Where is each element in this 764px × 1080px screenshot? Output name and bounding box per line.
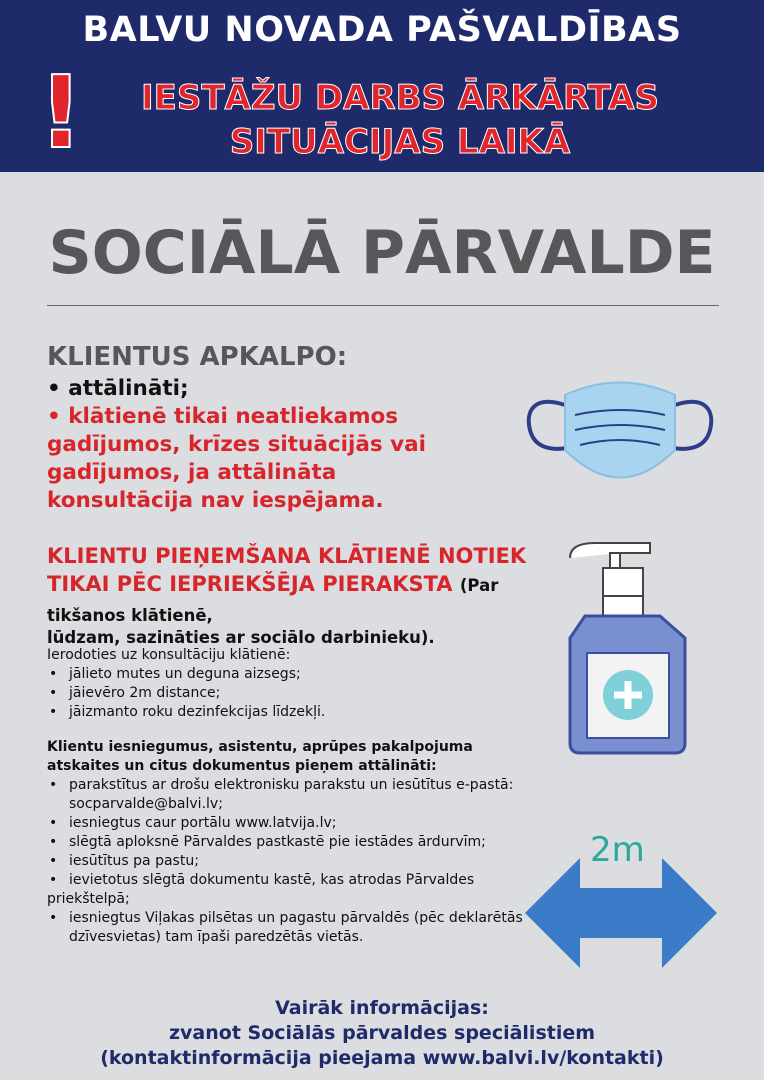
face-mask-icon xyxy=(525,370,715,495)
page-title: SOCIĀLĀ PĀRVALDE xyxy=(48,218,716,288)
list-item: • parakstītus ar drošu elektronisku parakstu un iesūtītus e-pastā: socparvalde@balvi.lv; xyxy=(47,776,527,814)
divider xyxy=(47,305,719,306)
footer-line3: (kontaktinformācija pieejama www.balvi.lv/kontakti) xyxy=(100,1047,664,1069)
footer-line2: zvanot Sociālās pārvaldes speciālistiem xyxy=(168,1022,596,1044)
exclamation-icon: ! xyxy=(38,54,84,171)
footer-info xyxy=(0,996,764,1071)
documents-heading: Klientu iesniegumus, asistentu, aprūpes pakalpojuma atskaites un citus dokumentus pieņem attālināti: xyxy=(47,739,473,774)
service-item-in-person: • klātienē tikai neatliekamos gadījumos, krīzes situācijās vai gadījumos, ja attālināta konsultācija nav iespējama. xyxy=(47,404,427,513)
list-item: • iesūtītus pa pastu; xyxy=(47,852,527,871)
appointment-red-text: KLIENTU PIEŅEMŠANA KLĀTIENĒ NOTIEK TIKAI PĒC IEPRIEKŠĒJA PIERAKSTA xyxy=(47,544,527,596)
list-item: • jāievēro 2m distance; xyxy=(47,684,527,703)
service-item-remote: • attālināti; xyxy=(47,376,189,401)
appointment-contact: lūdzam, sazināties ar sociālo darbinieku). xyxy=(47,628,435,647)
consultation-intro: Ierodoties uz konsultāciju klātienē: xyxy=(47,647,291,663)
list-item: • slēgtā aploksnē Pārvaldes pastkastē pie iestādes ārdurvīm; xyxy=(47,833,527,852)
appointment-black-text: (Par tikšanos klātienē, xyxy=(47,576,499,625)
list-item: • jāizmanto roku dezinfekcijas līdzekļi. xyxy=(47,703,527,722)
list-item: • iesniegtus Viļakas pilsētas un pagastu pārvaldēs (pēc deklarētās dzīvesvietas) tam īpaši paredzētās vietās. xyxy=(47,909,527,947)
hand-sanitizer-icon xyxy=(565,538,695,758)
footer-line1: Vairāk informācijas: xyxy=(275,997,489,1019)
header-line3: SITUĀCIJAS LAIKĀ xyxy=(229,122,571,162)
list-item: • iesniegtus caur portālu www.latvija.lv; xyxy=(47,814,527,833)
distance-label: 2m xyxy=(590,830,645,870)
documents-section xyxy=(47,738,527,947)
appointment-notice xyxy=(47,542,527,630)
service-heading: KLIENTUS APKALPO: xyxy=(47,342,348,372)
list-item: • ievietotus slēgtā dokumentu kastē, kas atrodas Pārvaldes priekštelpā; xyxy=(47,871,527,909)
list-item: • jālieto mutes un deguna aizsegs; xyxy=(47,665,527,684)
header-line2: IESTĀŽU DARBS ĀRKĀRTAS xyxy=(140,78,660,118)
header-line1: BALVU NOVADA PAŠVALDĪBAS xyxy=(82,10,682,50)
consultation-section xyxy=(47,646,527,722)
double-arrow-icon xyxy=(525,858,717,968)
header-subtitle xyxy=(70,76,730,164)
